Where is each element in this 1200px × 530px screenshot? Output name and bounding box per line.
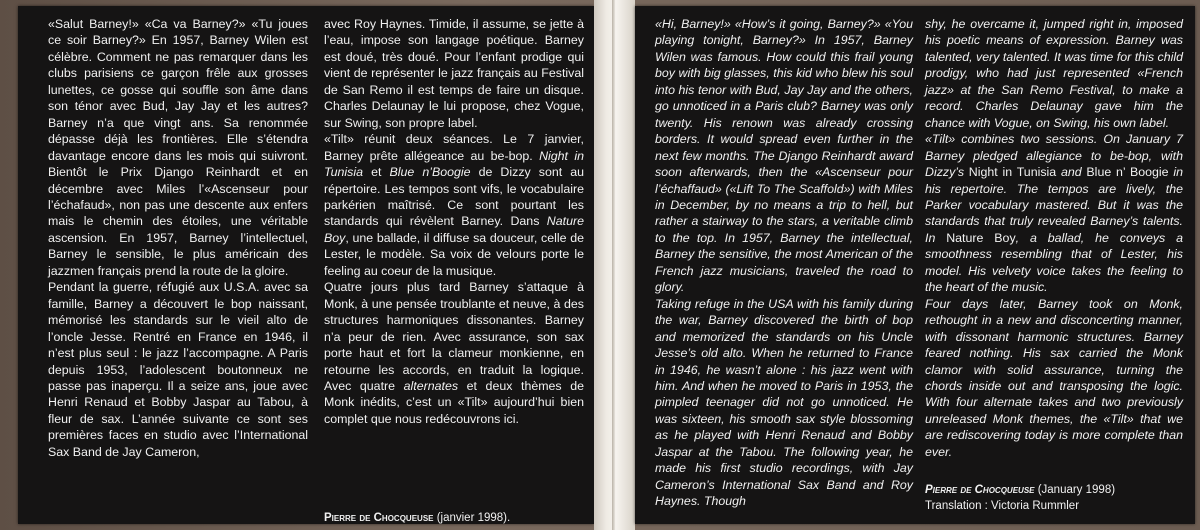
english-signature xyxy=(925,482,1183,514)
song-title: Blue n’Boogie xyxy=(389,165,471,180)
song-title: Night in Tunisia xyxy=(324,148,584,180)
english-liner-notes-page xyxy=(635,6,1195,524)
text-run: and xyxy=(1056,165,1087,180)
french-column-2 xyxy=(324,16,584,427)
english-column-1 xyxy=(655,16,913,510)
english-paragraph: Taking refuge in the USA with his family during the war, Barney discovered the birth of bop and memorized the standards on his Uncle Jesse’s old alto. When he returned to France in 1946, he wasn’t alone : his jazz went with him. And when he moved to Paris in 1953, the pimpled teenager did not go unnoticed. He was sixteen, his smooth sax style blossoming as he played with Henri Renaud and Bobby Jaspar at the Tabou. The following year, he made his first studio recordings, with Jay Cameron’s International Sax Band and Roy Haynes. Though xyxy=(655,296,913,509)
text-run: , a ballad, he conveys a smoothness resembling that of Lester, his model. His velvety voice takes the feeling to the heart of the music. xyxy=(925,230,1184,295)
text-run: et xyxy=(363,165,390,180)
digipak-spine xyxy=(594,0,635,530)
author-name: Pierre de Chocqueuse xyxy=(324,512,434,524)
english-column-2 xyxy=(925,16,1183,460)
english-paragraph xyxy=(925,131,1183,296)
signature-date: (January 1998) xyxy=(1034,484,1116,496)
french-column-1 xyxy=(48,16,308,460)
french-paragraph: «Salut Barney!» «Ca va Barney?» «Tu joues ce soir Barney?» En 1957, Barney Wilen est célèbre. Comment ne pas remarquer dans les clubs parisiens ce garçon frêle aux grosses lunettes, ce gosse qui souffle son âme dans son ténor avec Bud, Jay Jay et les autres? Barney n’a que vingt ans. Sa renommée dépasse déjà les frontières. Elle s’étendra davantage encore dans les mois qui suivront. Bientôt le Prix Django Reinhardt et en décembre avec Miles l’«Ascenseur pour l’échafaud», non pas une descente aux enfers mais le chemin des étoiles, une véritable ascension. En 1957, Barney l’intellectuel, Barney le sensible, le plus américain des jazzmen français prend la route de la gloire. xyxy=(48,17,308,278)
song-title: Night in Tunisia xyxy=(968,165,1057,180)
text-run: «Tilt» réunit deux séances. Le 7 janvier, Barney prête allégeance au be-bop. xyxy=(324,132,584,163)
text-run: in his repertoire. The tempos are lively, the Parker vocabulary mastered. But it was the standards that truly revealed Barney’s talents. In xyxy=(925,165,1183,245)
author-name: Pierre de Chocqueuse xyxy=(925,484,1035,496)
text-run: , une ballade, il diffuse sa douceur, celle de Lester, le modèle. Sa voix de velours porte le feeling au coeur de la musique. xyxy=(324,230,584,278)
song-title: Nature Boy xyxy=(324,214,584,245)
text-run: de Dizzy sont au répertoire. Les tempos sont vifs, le vocabulaire parkérien maîtrisé. Ce sont pourtant les standards qui révèlent Barney. Dans xyxy=(324,165,585,229)
text-run: «Tilt» combines two sessions. On January 7 Barney pledged allegiance to be-bop, with Dizzy’s xyxy=(925,132,1183,180)
english-paragraph: Four days later, Barney took on Monk, rethought in a new and disconcerting manner, with dissonant harmonic structures. Barney feared nothing. His sax carried the Monk clamor with solid assurance, turning the chords inside out and transposing the logic. With four alternate takes and two previously unreleased Monk themes, the «Tilt» that we are rediscovering today is more complete than ever. xyxy=(925,296,1183,459)
text-run: Quatre jours plus tard Barney s’attaque à Monk, à une pensée troublante et neuve, à des structures harmoniques dissonantes. Barney n’a peur de rien. Avec assurance, son sax porte haut et fort la clameur monkienne, en retourne les accords, en traduit la logique. Avec quatre xyxy=(324,280,584,393)
french-liner-notes-page xyxy=(18,6,594,524)
french-paragraph xyxy=(324,131,584,279)
french-paragraph: Pendant la guerre, réfugié aux U.S.A. avec sa famille, Barney a découvert le bop naissant, mémorisé les standards sur le vieil alto de l’oncle Jesse. Rentré en France en 1946, il n’est plus seul : le jazz l’accompagne. A Paris depuis 1953, l’adolescent boutonneux ne passe pas inaperçu. Il a seize ans, joue avec Henri Renaud et Bobby Jaspar au Tabou, à fleur de sax. L’année suivante ce sont ses premières faces en studio avec l’International Sax Band de Jay Cameron, xyxy=(48,280,308,459)
french-paragraph: avec Roy Haynes. Timide, il assume, se jette à l’eau, impose son langage poétique. Barney est doué, très doué. Pour l’enfant prodige qui vient de représenter le jazz français au Festival de San Remo il est temps de faire un disque. Charles Delaunay le lui propose, chez Vogue, sur Swing, son propre label. xyxy=(324,17,584,130)
spine-fold xyxy=(612,0,615,530)
english-paragraph: «Hi, Barney!» «How’s it going, Barney?» «You playing tonight, Barney?» In 1957, Barney Wilen was famous. How could this frail young boy with big glasses, this kid who blew his soul into his tenor with Bud, Jay Jay and the others, go unnoticed in a Paris club? Barney was only twenty. His renown was already crossing borders. It would spread even further in the next few months. The Django Reinhardt award soon afterwards, then the «Ascenseur pour l’échaffaud» («Lift To The Scaffold») with Miles in December, by no means a trip to hell, but rather a stairway to the stars, a veritable climb to the top. In 1957, Barney the intellectual, Barney the sensitive, the most American of the French jazz musicians, traveled the road to glory. xyxy=(655,17,913,295)
french-paragraph xyxy=(324,279,584,427)
emphasis: alternates xyxy=(403,378,459,393)
song-title: Nature Boy xyxy=(946,230,1016,245)
translation-credit: Translation : Victoria Rummler xyxy=(925,500,1080,512)
signature-date: (janvier 1998). xyxy=(433,512,511,524)
text-run: et deux thèmes de Monk inédits, c’est un «Tilt» aujourd’hui bien complet que nous redécouvrons ici. xyxy=(324,378,584,426)
french-signature xyxy=(324,512,584,524)
english-paragraph: shy, he overcame it, jumped right in, imposed his poetic means of expression. Barney was talented, very talented. It was time for this child prodigy, who had just represented «French jazz» at the San Remo Festival, to make a record. Charles Delaunay gave him the chance with Vogue, on Swing, his own label. xyxy=(925,17,1183,130)
song-title: Blue n’ Boogie xyxy=(1086,165,1169,180)
